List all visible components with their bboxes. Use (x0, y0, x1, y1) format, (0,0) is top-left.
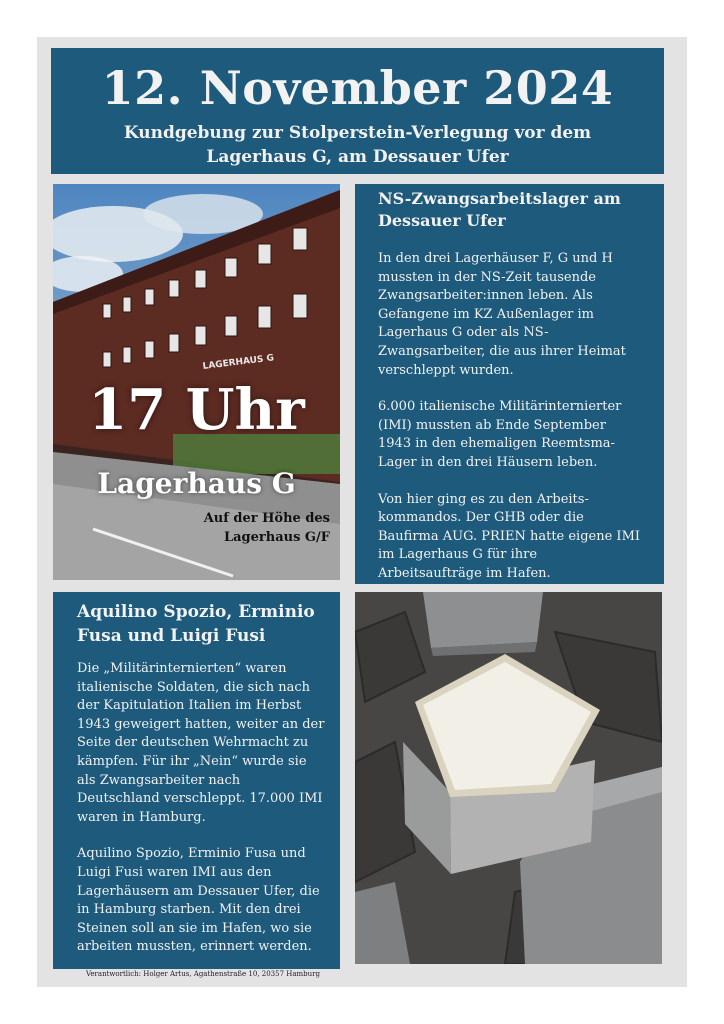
camp-title-line-1: NS-Zwangsarbeitslager am (378, 189, 621, 208)
warehouse-photo (53, 184, 340, 580)
place-note-line-2: Lagerhaus G/F (223, 530, 330, 545)
stolperstein-photo (355, 592, 662, 964)
header-banner (51, 48, 664, 174)
victims-info-panel (53, 592, 340, 969)
event-place: Lagerhaus G (97, 467, 296, 500)
camp-title-line-2: Dessauer Ufer (378, 211, 506, 230)
victims-paragraph: Die „Militärinternierten“ waren italienische Soldaten, die sich nach der Kapitulation Italien im Herbst 1943 geweigert hatten, weiter an der Seite der deutschen Wehrmacht zu kämpfen. Für ihr „Nein“ wurde sie als Zwangsarbeiter nach Deutschland verschleppt. 17.000 IMI waren in Hamburg. (77, 661, 325, 825)
place-note (160, 509, 330, 547)
stolperstein-illustration (355, 592, 662, 964)
victims-title-line-1: Aquilino Spozio, Erminio (77, 602, 315, 622)
camp-info-panel (355, 184, 664, 584)
camp-paragraph: 6.000 italienische Militärinternierter (IMI) mussten ab Ende September 1943 in den ehemaligen Reemtsma-Lager in den drei Häusern leben. (378, 399, 622, 470)
building-sign: LAGERHAUS G (202, 353, 275, 372)
camp-paragraph: Von hier ging es zu den Arbeits-kommandos. Der GHB oder die Baufirma AUG. PRIEN hatte eigene IMI im Lagerhaus G für ihre Arbeitsaufträge im Hafen. (378, 491, 641, 581)
event-date: 12. November 2024 (101, 61, 614, 115)
event-subtitle (71, 121, 644, 169)
event-time: 17 Uhr (88, 377, 305, 443)
place-note-line-1: Auf der Höhe des (203, 511, 330, 526)
subtitle-line-1: Kundgebung zur Stolperstein-Verlegung vor dem (123, 123, 592, 143)
victims-title (77, 600, 326, 648)
victims-paragraph: Aquilino Spozio, Erminio Fusa und Luigi Fusi waren IMI aus den Lagerhäusern am Dessauer Ufer, die in Hamburg starben. Mit den drei Steinen soll an sie im Hafen, wo sie arbeiten mussten, erinnert werden. (77, 846, 320, 955)
imprint: Verantwortlich: Holger Artus, Agathenstraße 10, 20357 Hamburg (86, 970, 321, 978)
camp-paragraph: In den drei Lagerhäuser F, G und H mussten in der NS-Zeit tausende Zwangsarbeiter:innen leben. Als Gefangene im KZ Außenlager im Lagerhaus G oder als NS-Zwangsarbeiter, die aus ihrer Heimat verschleppt wurden. (378, 251, 626, 378)
victims-title-line-2: Fusa und Luigi Fusi (77, 626, 266, 646)
subtitle-line-2: Lagerhaus G, am Dessauer Ufer (206, 147, 509, 167)
camp-title (378, 188, 642, 232)
